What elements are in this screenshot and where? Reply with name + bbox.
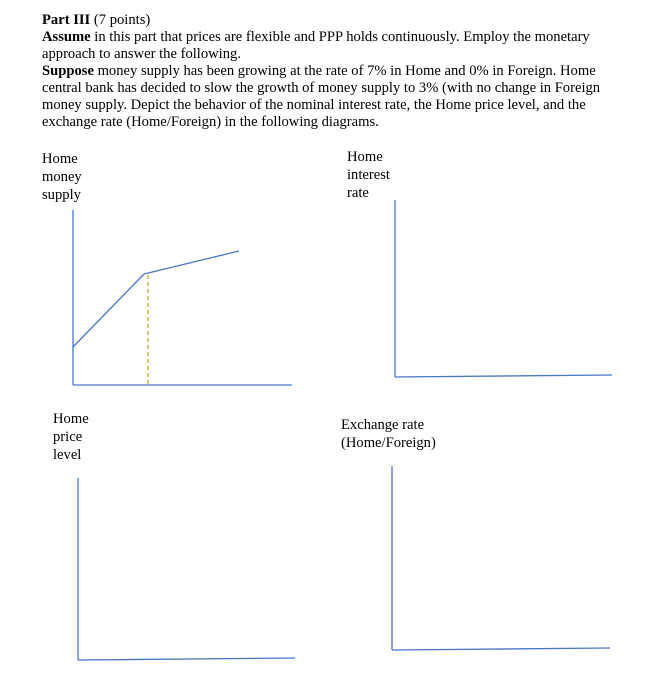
price-level-label-line3: level [53,447,82,463]
price-level-label-line2: price [53,429,83,445]
money-supply-slow-growth-line [144,251,239,274]
interest-rate-diagram [395,200,612,377]
interest-rate-label-line3: rate [347,185,369,201]
exchange-rate-x-axis [392,648,610,650]
exchange-rate-label-line2: (Home/Foreign) [341,435,436,451]
exchange-rate-diagram [392,466,610,650]
money-supply-label-line1: Home [42,151,78,167]
price-level-x-axis [78,658,295,660]
price-level-label-line1: Home [53,411,89,427]
interest-rate-label-line1: Home [347,149,383,165]
price-level-diagram [78,478,295,660]
money-supply-label-line3: supply [42,187,81,203]
paragraph-suppose-lead: Suppose [42,63,94,79]
money-supply-steep-growth-line [73,274,144,347]
interest-rate-label-line2: interest [347,167,390,183]
exchange-rate-label-line1: Exchange rate [341,417,425,433]
part-title: Part III [42,12,91,28]
part-points: (7 points) [90,12,151,28]
money-supply-label-line2: money [42,169,82,185]
paragraph-assume-text: in this part that prices are flexible and PPP holds continuously. Employ the monetary approach to answer the following. [42,29,590,62]
money-supply-diagram [73,210,292,385]
paragraph-assume-lead: Assume [42,29,91,45]
paragraph-suppose-text: money supply has been growing at the rate of 7% in Home and 0% in Foreign. Home central bank has decided to slow the growth of money supply to 3% (with no change in Foreign money supply. Depict the behavior of the nominal interest rate, the Home price level, and the exchange rate (Home/Foreign) in the following diagrams. [42,63,601,130]
interest-rate-x-axis [395,375,612,377]
